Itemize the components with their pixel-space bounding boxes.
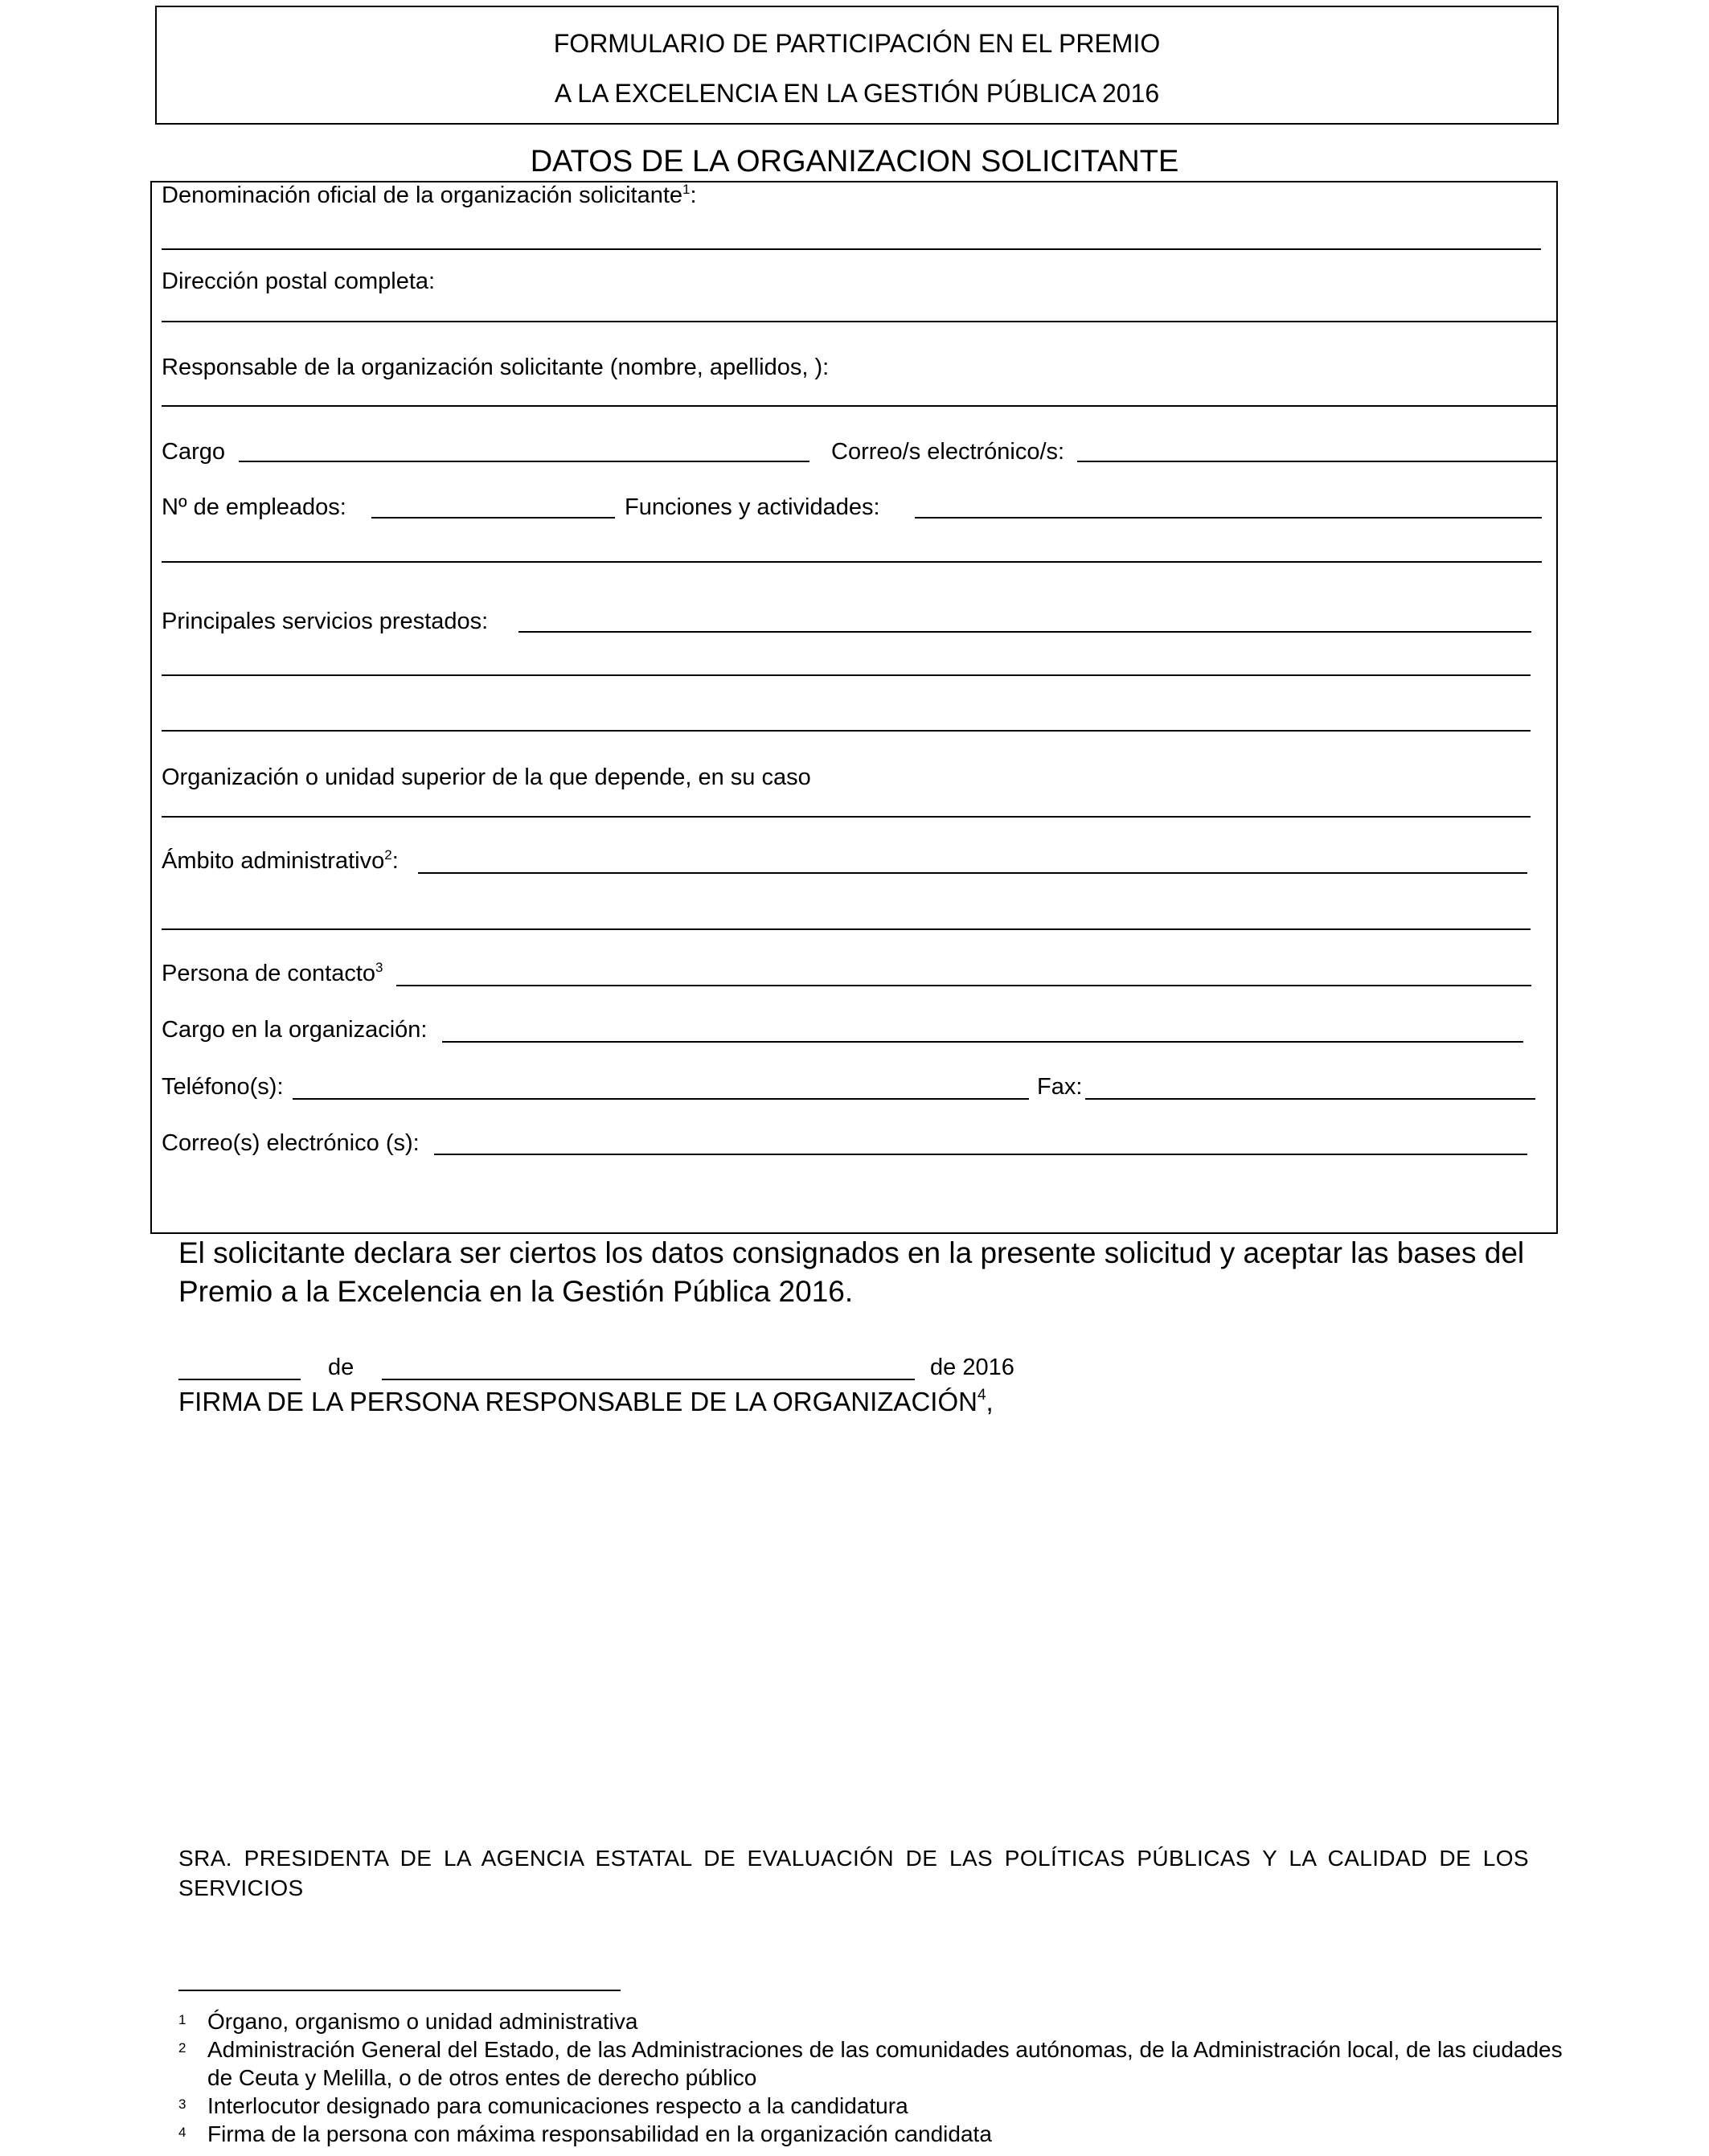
footnote-ref-4: 4 (977, 1387, 986, 1404)
ambito-field[interactable] (418, 872, 1527, 874)
footnote-ref-2: 2 (384, 847, 392, 863)
funciones-label: Funciones y actividades: (625, 494, 880, 520)
ambito-field-continued[interactable] (162, 928, 1531, 930)
correo-contacto-label: Correo(s) electrónico (s): (162, 1130, 420, 1156)
servicios-field-3[interactable] (162, 730, 1531, 732)
cargo-field[interactable] (239, 461, 809, 462)
ambito-label: Ámbito administrativo$^2$: (162, 847, 399, 874)
form-title-line-2: A LA EXCELENCIA EN LA GESTIÓN PÚBLICA 2016 (554, 79, 1160, 108)
direccion-field[interactable] (162, 321, 1558, 322)
fax-label: Fax: (1037, 1074, 1083, 1100)
persona-contacto-field[interactable] (396, 985, 1531, 986)
footnote-number: 3 (178, 2097, 186, 2112)
correo-label: Correo/s electrónico/s: (831, 439, 1065, 465)
footnote-number: 1 (178, 2012, 186, 2027)
footnote-text: Administración General del Estado, de las Administraciones de las comunidades autónomas, de la Administración local, de las ciudades de Ceuta y Melilla, o de otros entes de derecho público (207, 2037, 1563, 2090)
persona-contacto-label: Persona de contacto$^3$ (162, 960, 383, 986)
cargo-label: Cargo (162, 439, 225, 465)
empleados-label: Nº de empleados: (162, 494, 346, 520)
cargo-organizacion-label: Cargo en la organización: (162, 1017, 428, 1043)
footnote-number: 2 (178, 2040, 186, 2056)
funciones-field[interactable] (915, 517, 1542, 519)
addressee: SRA. PRESIDENTA DE LA AGENCIA ESTATAL DE EVALUACIÓN DE LAS POLÍTICAS PÚBLICAS Y LA CALIDAD DE LOS SERVICIOS (178, 1846, 1529, 1900)
servicios-field-2[interactable] (162, 674, 1531, 676)
form-title-box (155, 6, 1559, 125)
telefono-field[interactable] (293, 1098, 1029, 1100)
section-title: DATOS DE LA ORGANIZACION SOLICITANTE (530, 145, 1179, 178)
organizacion-superior-field[interactable] (162, 816, 1531, 818)
footnote-text: Firma de la persona con máxima responsabilidad en la organización candidata (207, 2121, 992, 2146)
empleados-field[interactable] (371, 517, 615, 519)
footnote-ref-1: 1 (682, 182, 691, 197)
footnote-number: 4 (178, 2125, 186, 2140)
denominacion-label: Denominación oficial de la organización solicitante$^1$: (162, 182, 697, 208)
footnote-ref-3: 3 (375, 960, 383, 975)
footnote-text: Órgano, organismo o unidad administrativa (207, 2009, 638, 2034)
organization-data-form (150, 181, 1558, 1234)
servicios-field[interactable] (518, 631, 1531, 633)
cargo-organizacion-field[interactable] (442, 1041, 1523, 1043)
direccion-label: Dirección postal completa: (162, 268, 436, 294)
date-de-label: de (328, 1355, 355, 1380)
correo-contacto-field[interactable] (434, 1154, 1527, 1155)
servicios-label: Principales servicios prestados: (162, 609, 489, 634)
correo-field[interactable] (1077, 461, 1558, 462)
footnote-separator (178, 1990, 621, 1991)
date-year-label: de 2016 (930, 1355, 1014, 1380)
organizacion-superior-label: Organización o unidad superior de la que depende, en su caso (162, 764, 811, 790)
signature-label: FIRMA DE LA PERSONA RESPONSABLE DE LA ORGANIZACIÓN$^4$, (178, 1387, 994, 1416)
form-title-line-1: FORMULARIO DE PARTICIPACIÓN EN EL PREMIO (553, 29, 1161, 58)
telefono-label: Teléfono(s): (162, 1074, 284, 1100)
fax-field[interactable] (1085, 1098, 1535, 1100)
denominacion-field[interactable] (162, 248, 1541, 250)
funciones-field-continued[interactable] (162, 561, 1542, 563)
date-day-field[interactable] (178, 1379, 301, 1380)
declaration-text: El solicitante declara ser ciertos los datos consignados en la presente solicitud y aceptar las bases del Premio a la Excelencia en la Gestión Pública 2016. (178, 1236, 1525, 1308)
responsable-label: Responsable de la organización solicitante (nombre, apellidos, ): (162, 355, 830, 380)
date-month-field[interactable] (382, 1379, 915, 1380)
footnote-text: Interlocutor designado para comunicaciones respecto a la candidatura (207, 2093, 908, 2118)
responsable-field[interactable] (162, 405, 1558, 407)
